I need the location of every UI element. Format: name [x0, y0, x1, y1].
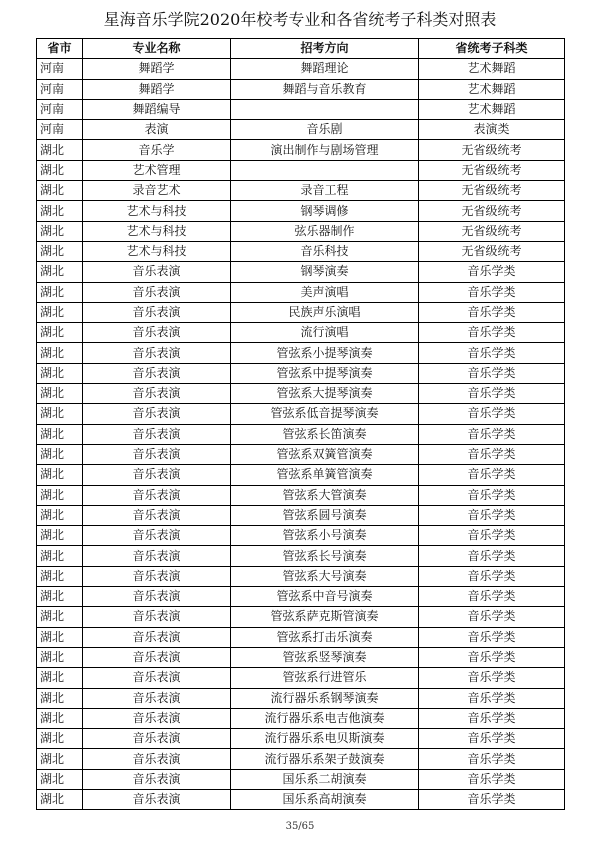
category-cell: 音乐学类 — [419, 363, 565, 383]
province-cell: 湖北 — [37, 363, 83, 383]
direction-cell: 管弦系萨克斯管演奏 — [231, 607, 419, 627]
direction-cell — [231, 160, 419, 180]
category-cell: 音乐学类 — [419, 526, 565, 546]
major-cell: 舞蹈学 — [83, 59, 231, 79]
table-row — [37, 282, 565, 302]
province-cell: 湖北 — [37, 343, 83, 363]
table-row — [37, 404, 565, 424]
province-cell: 湖北 — [37, 647, 83, 667]
province-cell: 湖北 — [37, 688, 83, 708]
major-cell: 音乐表演 — [83, 343, 231, 363]
category-cell: 无省级统考 — [419, 221, 565, 241]
major-cell: 艺术与科技 — [83, 241, 231, 261]
category-cell: 音乐学类 — [419, 627, 565, 647]
province-cell: 湖北 — [37, 749, 83, 769]
table-row — [37, 526, 565, 546]
major-cell: 音乐表演 — [83, 323, 231, 343]
province-cell: 湖北 — [37, 302, 83, 322]
major-cell: 音乐表演 — [83, 729, 231, 749]
province-cell: 湖北 — [37, 789, 83, 809]
table-row — [37, 241, 565, 261]
category-cell: 音乐学类 — [419, 607, 565, 627]
direction-cell — [231, 99, 419, 119]
category-cell: 音乐学类 — [419, 587, 565, 607]
major-cell: 艺术管理 — [83, 160, 231, 180]
province-cell: 湖北 — [37, 627, 83, 647]
province-cell: 湖北 — [37, 140, 83, 160]
direction-cell: 舞蹈与音乐教育 — [231, 79, 419, 99]
major-cell: 音乐表演 — [83, 647, 231, 667]
province-cell: 河南 — [37, 120, 83, 140]
province-cell: 湖北 — [37, 404, 83, 424]
major-cell: 音乐表演 — [83, 607, 231, 627]
major-cell: 音乐表演 — [83, 668, 231, 688]
province-cell: 湖北 — [37, 323, 83, 343]
direction-cell: 管弦系竖琴演奏 — [231, 647, 419, 667]
table-body — [37, 59, 565, 810]
major-cell: 音乐表演 — [83, 282, 231, 302]
province-cell: 湖北 — [37, 769, 83, 789]
table-row — [37, 566, 565, 586]
category-cell: 音乐学类 — [419, 546, 565, 566]
major-cell: 录音艺术 — [83, 181, 231, 201]
province-cell: 湖北 — [37, 181, 83, 201]
direction-cell: 钢琴演奏 — [231, 262, 419, 282]
category-cell: 无省级统考 — [419, 140, 565, 160]
direction-cell: 流行器乐系电吉他演奏 — [231, 708, 419, 728]
category-cell: 音乐学类 — [419, 262, 565, 282]
document-title: 星海音乐学院2020年校考专业和各省统考子科类对照表 — [103, 10, 497, 29]
category-cell: 音乐学类 — [419, 282, 565, 302]
direction-cell: 美声演唱 — [231, 282, 419, 302]
category-cell: 音乐学类 — [419, 384, 565, 404]
direction-cell: 音乐科技 — [231, 241, 419, 261]
direction-cell: 管弦系双簧管演奏 — [231, 444, 419, 464]
direction-cell: 民族声乐演唱 — [231, 302, 419, 322]
table-row — [37, 485, 565, 505]
major-cell: 艺术与科技 — [83, 201, 231, 221]
major-cell: 音乐表演 — [83, 688, 231, 708]
category-cell: 音乐学类 — [419, 668, 565, 688]
major-cell: 音乐表演 — [83, 302, 231, 322]
major-cell: 音乐表演 — [83, 769, 231, 789]
table-header-row — [37, 39, 565, 59]
category-cell: 音乐学类 — [419, 404, 565, 424]
province-cell: 湖北 — [37, 262, 83, 282]
direction-cell: 录音工程 — [231, 181, 419, 201]
admission-table — [36, 38, 565, 810]
category-cell: 音乐学类 — [419, 708, 565, 728]
table-row — [37, 120, 565, 140]
table-row — [37, 769, 565, 789]
province-cell: 湖北 — [37, 221, 83, 241]
major-cell: 音乐表演 — [83, 444, 231, 464]
category-cell: 音乐学类 — [419, 769, 565, 789]
direction-cell: 流行器乐系钢琴演奏 — [231, 688, 419, 708]
province-cell: 湖北 — [37, 282, 83, 302]
major-cell: 舞蹈学 — [83, 79, 231, 99]
major-cell: 艺术与科技 — [83, 221, 231, 241]
direction-cell: 演出制作与剧场管理 — [231, 140, 419, 160]
table-row — [37, 607, 565, 627]
category-cell: 音乐学类 — [419, 647, 565, 667]
table-row — [37, 627, 565, 647]
major-cell: 音乐表演 — [83, 789, 231, 809]
direction-cell: 流行器乐系电贝斯演奏 — [231, 729, 419, 749]
category-cell: 音乐学类 — [419, 749, 565, 769]
table-row — [37, 424, 565, 444]
direction-cell: 钢琴调修 — [231, 201, 419, 221]
table-row — [37, 444, 565, 464]
table-row — [37, 79, 565, 99]
category-cell: 音乐学类 — [419, 789, 565, 809]
province-cell: 湖北 — [37, 708, 83, 728]
category-cell: 音乐学类 — [419, 729, 565, 749]
province-cell: 湖北 — [37, 485, 83, 505]
table-row — [37, 140, 565, 160]
province-cell: 河南 — [37, 99, 83, 119]
category-cell: 艺术舞蹈 — [419, 59, 565, 79]
province-cell: 湖北 — [37, 546, 83, 566]
category-cell: 音乐学类 — [419, 444, 565, 464]
category-cell: 音乐学类 — [419, 505, 565, 525]
category-cell: 音乐学类 — [419, 688, 565, 708]
direction-cell: 管弦系大号演奏 — [231, 566, 419, 586]
province-cell: 湖北 — [37, 424, 83, 444]
major-cell: 音乐表演 — [83, 465, 231, 485]
header-direction: 招考方向 — [231, 39, 419, 59]
table-row — [37, 688, 565, 708]
direction-cell: 管弦系低音提琴演奏 — [231, 404, 419, 424]
table-row — [37, 363, 565, 383]
province-cell: 湖北 — [37, 465, 83, 485]
table-row — [37, 668, 565, 688]
direction-cell: 流行演唱 — [231, 323, 419, 343]
direction-cell: 国乐系二胡演奏 — [231, 769, 419, 789]
major-cell: 音乐表演 — [83, 262, 231, 282]
major-cell: 舞蹈编导 — [83, 99, 231, 119]
province-cell: 湖北 — [37, 201, 83, 221]
category-cell: 艺术舞蹈 — [419, 79, 565, 99]
category-cell: 无省级统考 — [419, 181, 565, 201]
table-row — [37, 160, 565, 180]
major-cell: 音乐表演 — [83, 424, 231, 444]
province-cell: 湖北 — [37, 526, 83, 546]
table-row — [37, 343, 565, 363]
table-row — [37, 262, 565, 282]
header-major: 专业名称 — [83, 39, 231, 59]
category-cell: 无省级统考 — [419, 160, 565, 180]
province-cell: 湖北 — [37, 160, 83, 180]
major-cell: 音乐表演 — [83, 587, 231, 607]
province-cell: 湖北 — [37, 729, 83, 749]
major-cell: 音乐表演 — [83, 627, 231, 647]
table-row — [37, 302, 565, 322]
category-cell: 音乐学类 — [419, 323, 565, 343]
category-cell: 音乐学类 — [419, 566, 565, 586]
direction-cell: 管弦系中音号演奏 — [231, 587, 419, 607]
province-cell: 湖北 — [37, 384, 83, 404]
direction-cell: 管弦系圆号演奏 — [231, 505, 419, 525]
table-row — [37, 505, 565, 525]
header-province: 省市 — [37, 39, 83, 59]
direction-cell: 舞蹈理论 — [231, 59, 419, 79]
table-row — [37, 789, 565, 809]
table-row — [37, 384, 565, 404]
province-cell: 湖北 — [37, 566, 83, 586]
direction-cell: 管弦系小提琴演奏 — [231, 343, 419, 363]
category-cell: 无省级统考 — [419, 241, 565, 261]
category-cell: 音乐学类 — [419, 485, 565, 505]
direction-cell: 管弦系单簧管演奏 — [231, 465, 419, 485]
header-category: 省统考子科类 — [419, 39, 565, 59]
table-row — [37, 749, 565, 769]
category-cell: 无省级统考 — [419, 201, 565, 221]
major-cell: 音乐表演 — [83, 749, 231, 769]
direction-cell: 管弦系行进管乐 — [231, 668, 419, 688]
province-cell: 湖北 — [37, 668, 83, 688]
major-cell: 音乐表演 — [83, 485, 231, 505]
direction-cell: 管弦系长笛演奏 — [231, 424, 419, 444]
major-cell: 音乐表演 — [83, 404, 231, 424]
category-cell: 音乐学类 — [419, 302, 565, 322]
table-row — [37, 465, 565, 485]
province-cell: 河南 — [37, 79, 83, 99]
direction-cell: 管弦系中提琴演奏 — [231, 363, 419, 383]
province-cell: 湖北 — [37, 607, 83, 627]
table-row — [37, 221, 565, 241]
major-cell: 音乐表演 — [83, 566, 231, 586]
major-cell: 音乐表演 — [83, 363, 231, 383]
table-row — [37, 587, 565, 607]
major-cell: 表演 — [83, 120, 231, 140]
province-cell: 湖北 — [37, 505, 83, 525]
major-cell: 音乐表演 — [83, 708, 231, 728]
table-row — [37, 59, 565, 79]
category-cell: 音乐学类 — [419, 343, 565, 363]
table-row — [37, 323, 565, 343]
category-cell: 艺术舞蹈 — [419, 99, 565, 119]
direction-cell: 国乐系高胡演奏 — [231, 789, 419, 809]
table-row — [37, 708, 565, 728]
direction-cell: 音乐剧 — [231, 120, 419, 140]
category-cell: 表演类 — [419, 120, 565, 140]
table-row — [37, 729, 565, 749]
table-row — [37, 201, 565, 221]
direction-cell: 弦乐器制作 — [231, 221, 419, 241]
direction-cell: 管弦系小号演奏 — [231, 526, 419, 546]
direction-cell: 管弦系打击乐演奏 — [231, 627, 419, 647]
major-cell: 音乐表演 — [83, 546, 231, 566]
major-cell: 音乐学 — [83, 140, 231, 160]
category-cell: 音乐学类 — [419, 465, 565, 485]
direction-cell: 管弦系长号演奏 — [231, 546, 419, 566]
table-row — [37, 546, 565, 566]
category-cell: 音乐学类 — [419, 424, 565, 444]
direction-cell: 管弦系大管演奏 — [231, 485, 419, 505]
province-cell: 湖北 — [37, 587, 83, 607]
table-row — [37, 647, 565, 667]
table-row — [37, 181, 565, 201]
major-cell: 音乐表演 — [83, 526, 231, 546]
page-number: 35/65 — [285, 821, 315, 832]
direction-cell: 管弦系大提琴演奏 — [231, 384, 419, 404]
province-cell: 河南 — [37, 59, 83, 79]
major-cell: 音乐表演 — [83, 505, 231, 525]
direction-cell: 流行器乐系架子鼓演奏 — [231, 749, 419, 769]
major-cell: 音乐表演 — [83, 384, 231, 404]
table-row — [37, 99, 565, 119]
province-cell: 湖北 — [37, 444, 83, 464]
province-cell: 湖北 — [37, 241, 83, 261]
